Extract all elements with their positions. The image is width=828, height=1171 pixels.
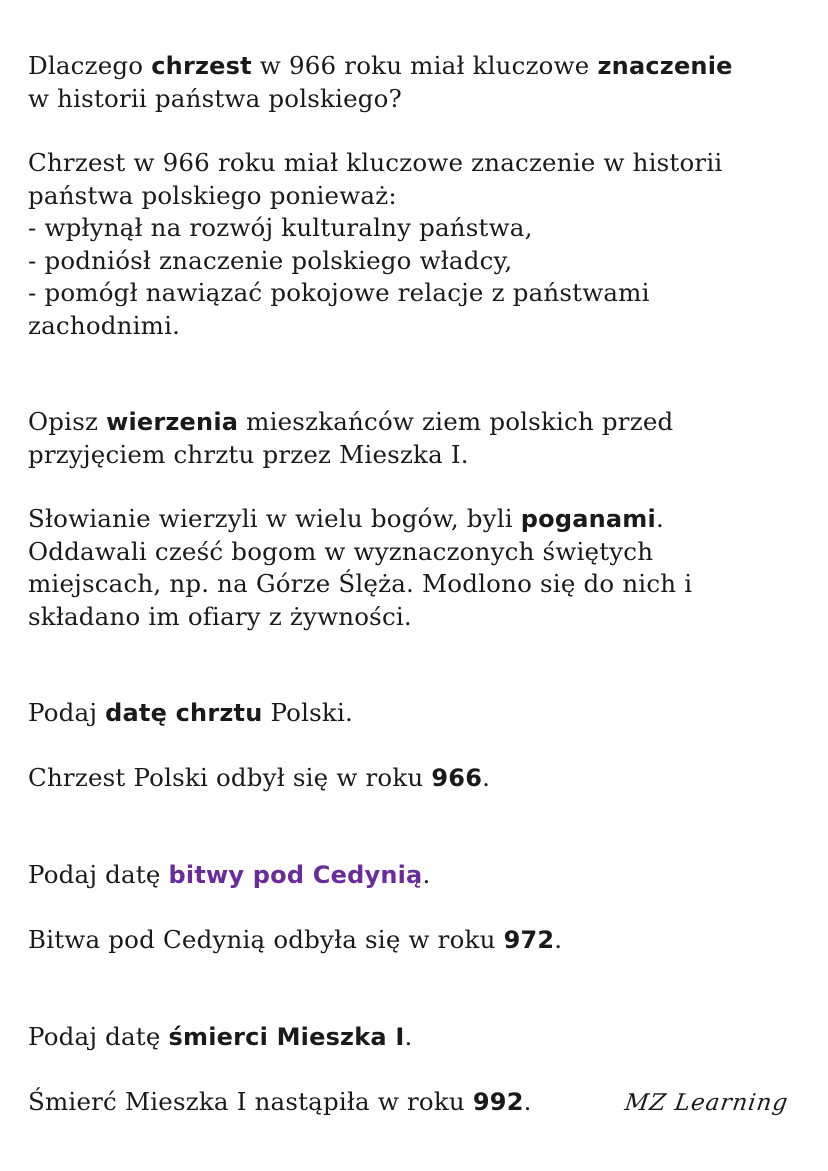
text: Dlaczego — [28, 51, 152, 80]
list-item: - wpłynął na rozwój kulturalny państwa, — [28, 213, 533, 242]
keyword-poganami: poganami — [520, 505, 656, 533]
answer-1-line-1: Chrzest w 966 roku miał kluczowe znaczenie w historii — [28, 148, 723, 177]
text: . — [422, 860, 431, 889]
text: . — [482, 762, 491, 792]
list-item: zachodnimi. — [28, 310, 181, 340]
answer-5 — [28, 1086, 788, 1120]
question-4-line — [28, 859, 798, 892]
question-1-line-1 — [28, 50, 798, 83]
answer-2-line-1 — [28, 503, 798, 536]
year-972: 972 — [503, 925, 555, 954]
text: . — [523, 1086, 532, 1116]
text: Polski. — [262, 698, 353, 727]
list-item: - pomógł nawiązać pokojowe relacje z państwami — [28, 278, 650, 307]
question-2 — [28, 406, 798, 471]
text: . — [554, 924, 563, 954]
question-2-line-1 — [28, 406, 798, 439]
answer-2-line-2: Oddawali cześć bogom w wyznaczonych świętych — [28, 536, 654, 566]
year-966: 966 — [431, 763, 483, 792]
question-5-line — [28, 1021, 798, 1054]
question-4 — [28, 859, 798, 892]
question-2-line-2: przyjęciem chrztu przez Mieszka I. — [28, 439, 469, 469]
brand-logo: MZ Learning — [623, 1089, 790, 1116]
keyword-date-baptism: datę chrztu — [105, 699, 263, 727]
answer-3-line — [28, 762, 798, 795]
keyword-wierzenia: wierzenia — [106, 408, 239, 436]
question-1 — [28, 50, 798, 115]
answer-3 — [28, 762, 798, 795]
text: w 966 roku miał kluczowe — [251, 51, 598, 80]
text: . — [404, 1022, 413, 1051]
year-992: 992 — [472, 1087, 524, 1116]
answer-4 — [28, 924, 798, 957]
text: mieszkańców ziem polskich przed — [238, 407, 674, 436]
answer-2-line-4: składano im ofiary z żywności. — [28, 601, 412, 631]
keyword-death-mieszko: śmierci Mieszka I — [168, 1023, 405, 1051]
keyword-battle-cedynia: bitwy pod Cedynią — [168, 861, 423, 889]
answer-5-line — [28, 1086, 532, 1119]
text: Podaj datę — [28, 1022, 169, 1051]
question-5 — [28, 1021, 798, 1054]
text: Podaj — [28, 698, 106, 727]
text: . — [655, 504, 664, 533]
text: Chrzest Polski odbył się w roku — [28, 762, 432, 792]
answer-2-line-3: miejscach, np. na Górze Ślęża. Modlono się do nich i — [28, 569, 693, 598]
question-3-line — [28, 697, 798, 730]
list-item: - podniósł znaczenie polskiego władcy, — [28, 245, 513, 275]
document-page — [28, 50, 798, 1119]
keyword-chrzest: chrzest — [151, 52, 252, 80]
text: Bitwa pod Cedynią odbyła się w roku — [28, 924, 504, 954]
answer-4-line — [28, 924, 798, 957]
question-3 — [28, 697, 798, 730]
text: Słowianie wierzyli w wielu bogów, byli — [28, 504, 521, 533]
text: Opisz — [28, 407, 107, 436]
keyword-znaczenie: znaczenie — [597, 52, 733, 80]
answer-1 — [28, 147, 798, 342]
text: Podaj datę — [28, 860, 169, 889]
answer-1-line-2: państwa polskiego ponieważ: — [28, 180, 397, 210]
question-1-line-2: w historii państwa polskiego? — [28, 83, 402, 113]
text: Śmierć Mieszka I nastąpiła w roku — [28, 1086, 473, 1116]
answer-2 — [28, 503, 798, 633]
